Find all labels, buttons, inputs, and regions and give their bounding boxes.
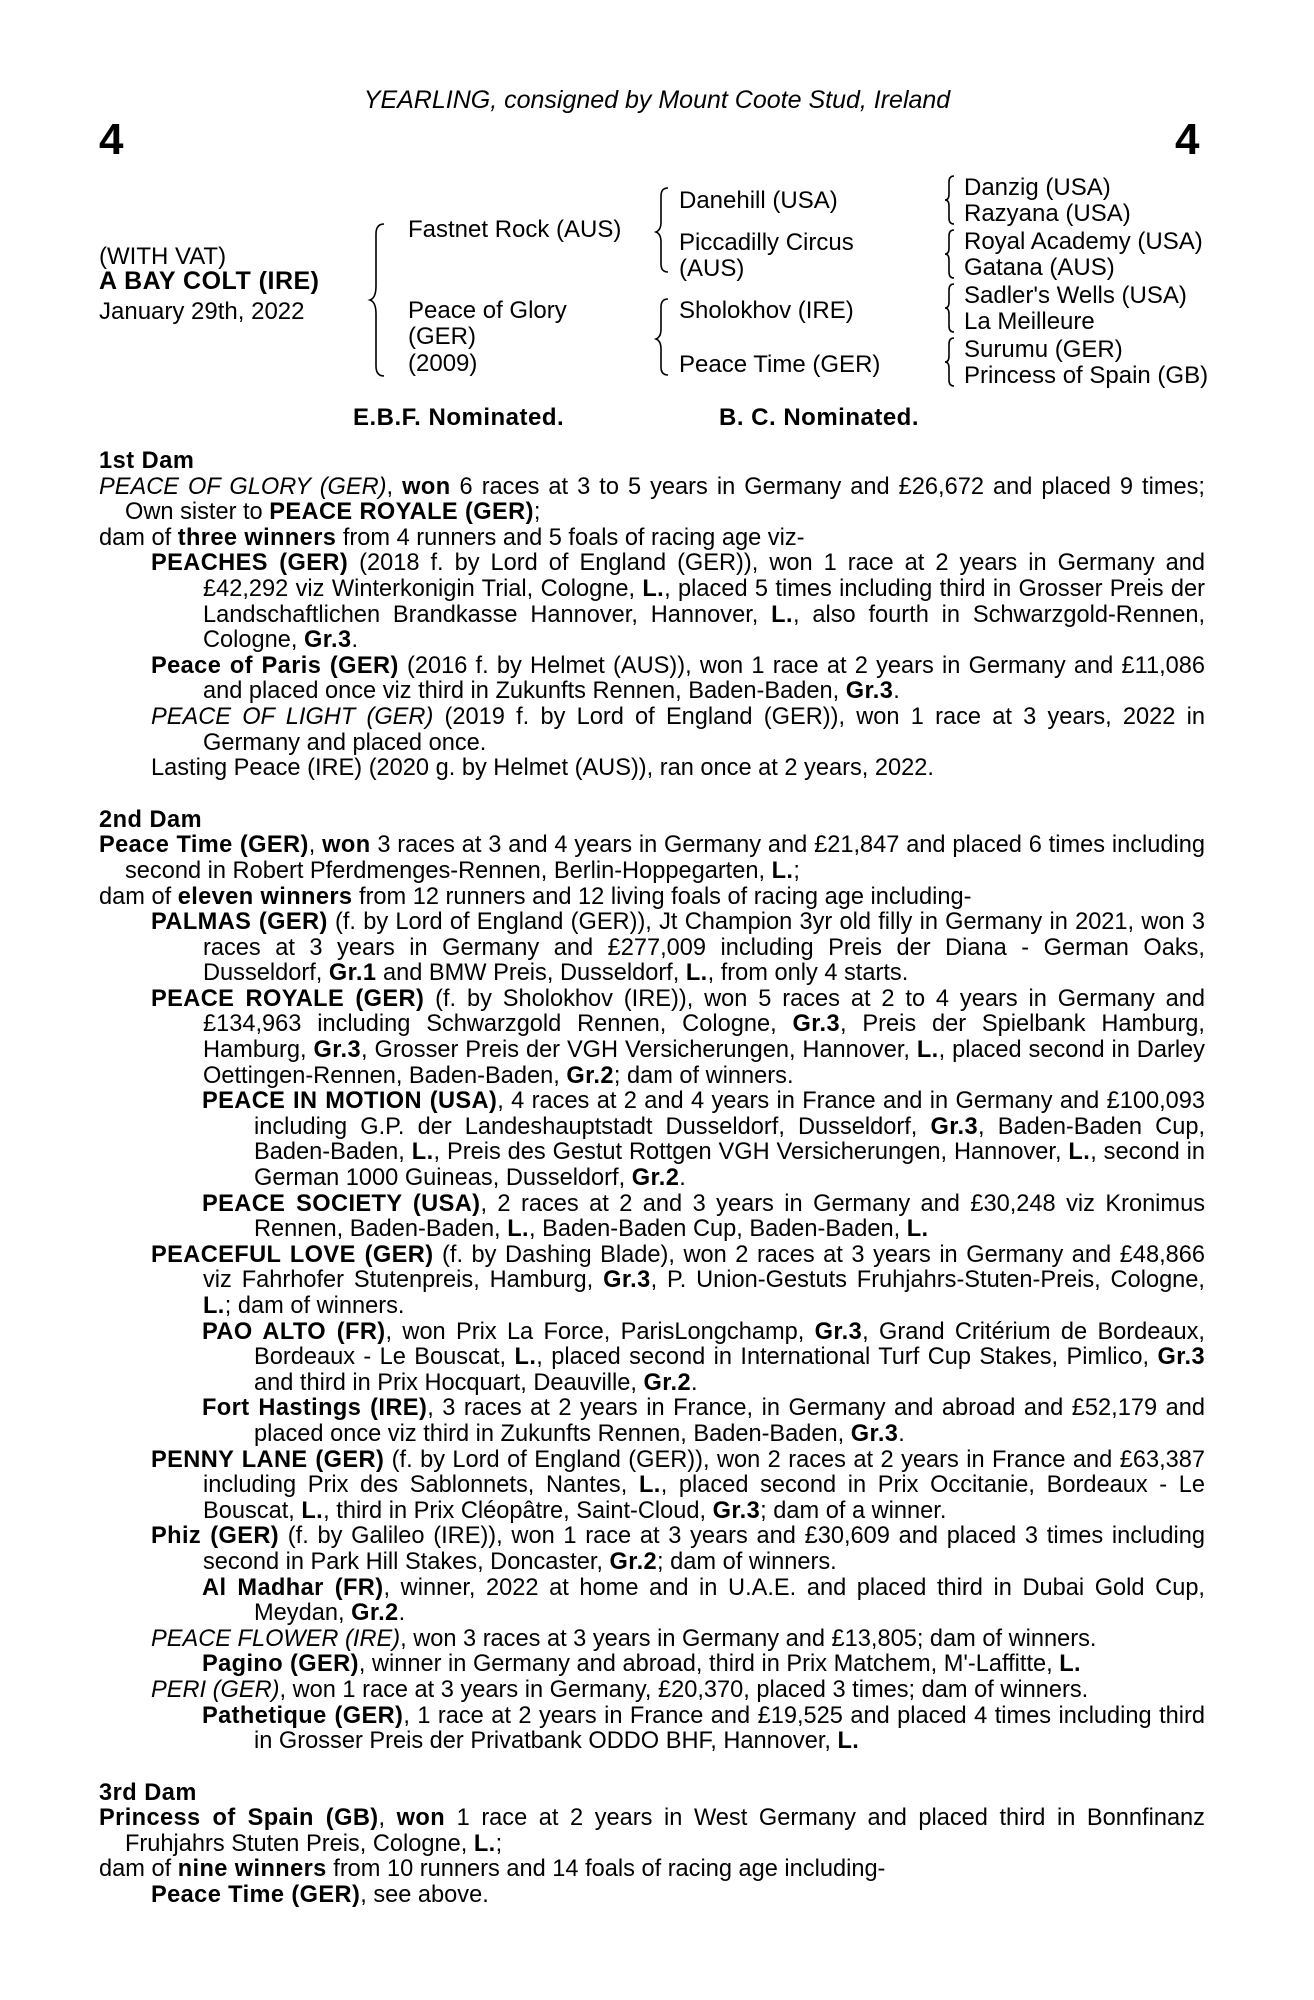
produce-entry-level-2: [99, 1652, 1205, 1678]
produce-entry: [99, 756, 1205, 782]
third-dam-intro: [99, 1806, 1205, 1857]
ggp-5: Sadler's Wells (USA): [964, 282, 1187, 309]
bold-text-run: nine winners: [177, 1856, 327, 1883]
bold-text-run: Gr.3: [850, 1420, 899, 1447]
g4-brace-4: [944, 336, 958, 388]
text-run: ; dam of winners.: [224, 1293, 405, 1319]
text-run: , Grosser Preis der VGH Versicherungen, Hannover,: [361, 1037, 917, 1064]
text-run: , 1 race at 2 years in France and £19,525 and placed 4 times including third in Grosser Preis der Privatbank ODDO BHF, Hannover,: [254, 1702, 1206, 1755]
text-run: , 2 races at 2 and 3 years in Germany and £30,248 viz Kronimus Rennen, Baden-Baden,: [254, 1190, 1205, 1243]
bold-text-run: L.: [1059, 1651, 1082, 1678]
ggp-2: Razyana (USA): [964, 200, 1131, 227]
bold-text-run: won: [396, 1805, 446, 1832]
italic-text-run: PEACE OF LIGHT (GER): [151, 703, 434, 730]
produce-entry: [99, 1243, 1205, 1320]
bold-text-run: PEACE IN MOTION (USA): [202, 1088, 498, 1115]
bold-text-run: L.: [411, 1139, 434, 1166]
bold-text-run: PEACE SOCIETY (USA): [202, 1190, 481, 1217]
bold-text-run: eleven winners: [177, 883, 353, 910]
text-run: (f. by Lord of England (GER)), Jt Champion 3yr old filly in Germany in 2021, won 3 races at 3 years in Germany and £277,009 including Preis der Diana - German Oaks, Dusseldorf,: [203, 909, 1206, 987]
text-run: ; dam of winners.: [657, 1548, 837, 1575]
second-dam-heading: 2nd Dam: [99, 806, 203, 833]
bold-text-run: Gr.2: [566, 1062, 614, 1089]
produce-entry-level-2: [99, 1320, 1205, 1397]
bold-text-run: L.: [301, 1497, 324, 1524]
bold-text-run: Gr.2: [351, 1600, 399, 1627]
text-run: and BMW Preis, Dusseldorf,: [376, 960, 686, 987]
text-run: 3 races at 3 and 4 years in Germany and £21,847 and placed 6 times including second in Robert Pferdmenges-Rennen, Berlin-Hoppegarten,: [125, 832, 1205, 884]
bold-text-run: Phiz (GER): [151, 1523, 280, 1550]
dam-name-line-3: (2009): [408, 350, 478, 377]
text-run: , P. Union-Gestuts Fruhjahrs-Stuten-Preis, Cologne,: [650, 1267, 1205, 1294]
text-run: , also fourth in Schwarzgold-Rennen, Cologne,: [203, 601, 1205, 654]
bold-text-run: PEACE ROYALE (GER): [269, 499, 534, 526]
bold-text-run: L.: [906, 1216, 929, 1243]
bold-text-run: L.: [916, 1037, 939, 1064]
bold-text-run: Pagino (GER): [202, 1651, 359, 1678]
produce-entry: [99, 705, 1205, 756]
italic-text-run: PEACE FLOWER (IRE): [151, 1625, 401, 1652]
text-run: (2016 f. by Helmet (AUS)), won 1 race at 2 years in Germany and £11,086 and placed once viz third in Zukunfts Rennen, Baden-Baden,: [203, 652, 1206, 705]
text-run: (f. by Lord of England (GER)), won 2 races at 2 years in France and £63,387 including Prix des Sablonnets, Nantes,: [203, 1446, 1205, 1499]
produce-entry: [99, 1448, 1205, 1525]
text-run: Lasting Peace (IRE) (2020 g. by Helmet (AUS)), ran once at 2 years, 2022.: [151, 755, 934, 782]
bold-text-run: Al Madhar (FR): [202, 1574, 384, 1601]
text-run: , winner, 2022 at home and in U.A.E. and placed third in Dubai Gold Cup, Meydan,: [254, 1574, 1205, 1627]
produce-entry: [99, 910, 1205, 987]
produce-entry: [99, 1678, 1205, 1704]
text-run: .: [691, 1369, 698, 1396]
text-run: , Baden-Baden Cup, Baden-Baden,: [254, 1113, 1205, 1166]
foaling-date: January 29th, 2022: [99, 298, 305, 325]
second-dam-produce: [99, 910, 1205, 1755]
produce-entry: [99, 1524, 1205, 1575]
text-run: , Preis der Spielbank Hamburg, Hamburg,: [203, 1011, 1205, 1064]
text-run: from 4 runners and 5 foals of racing age viz-: [336, 524, 805, 551]
text-run: ;: [495, 1830, 503, 1857]
text-run: dam of: [99, 883, 178, 910]
ebf-nomination: E.B.F. Nominated.: [353, 404, 565, 431]
text-run: .: [679, 1165, 686, 1192]
sire-dam-line-2: (AUS): [679, 255, 745, 282]
text-run: ; dam of winners.: [613, 1062, 794, 1089]
text-run: ;: [533, 499, 541, 526]
bold-text-run: Gr.2: [643, 1369, 691, 1396]
first-dam-produce: [99, 551, 1205, 781]
third-dam-produce: [99, 1883, 1205, 1909]
first-dam-intro: [99, 475, 1205, 526]
sire-dam-line-1: Piccadilly Circus: [679, 229, 854, 256]
bold-text-run: L.: [771, 857, 794, 884]
ggp-6: La Meilleure: [964, 308, 1095, 335]
g4-brace-3: [944, 282, 958, 334]
text-run: , placed second in International Turf Cup Stakes, Pimlico,: [536, 1344, 1158, 1371]
first-dam-heading: 1st Dam: [99, 448, 195, 474]
ggp-4: Gatana (AUS): [964, 254, 1115, 281]
bold-text-run: PENNY LANE (GER): [151, 1446, 385, 1473]
text-run: ,: [308, 832, 323, 859]
bold-text-run: Gr.3: [814, 1318, 863, 1345]
text-run: (2018 f. by Lord of England (GER)), won 1 race at 2 years in Germany and £42,292 viz Winterkonigin Trial, Cologne,: [203, 550, 1205, 602]
second-dam-intro: [99, 833, 1205, 884]
text-run: ,: [378, 1805, 397, 1832]
bold-text-run: Peace of Paris (GER): [151, 652, 399, 679]
text-run: , winner in Germany and abroad, third in Prix Matchem, M'-Laffitte,: [358, 1651, 1060, 1678]
bold-text-run: won: [402, 473, 451, 500]
bold-text-run: L.: [638, 1472, 661, 1499]
produce-entry: [99, 551, 1205, 653]
produce-entry-level-2: [99, 1089, 1205, 1191]
bold-text-run: won: [322, 832, 371, 859]
horse-name: A BAY COLT (IRE): [99, 267, 320, 295]
ggp-7: Surumu (GER): [964, 336, 1123, 363]
second-dam-produce-line: [99, 885, 1205, 911]
lot-number-left: 4: [99, 115, 124, 164]
pedigree-bracket-main: [372, 222, 392, 378]
text-run: , won 1 race at 3 years in Germany, £20,370, placed 3 times; dam of winners.: [279, 1676, 1089, 1703]
bold-text-run: PEACE ROYALE (GER): [151, 985, 425, 1012]
dam-dam: Peace Time (GER): [679, 351, 881, 378]
bold-text-run: Gr.3: [930, 1113, 979, 1140]
bold-text-run: Princess of Spain (GB): [99, 1805, 379, 1832]
produce-entry: [99, 654, 1205, 705]
text-run: , third in Prix Cléopâtre, Saint-Cloud,: [323, 1497, 713, 1524]
produce-entry-level-2: [99, 1704, 1205, 1755]
text-run: , placed second in Prix Occitanie, Bordeaux - Le Bouscat,: [203, 1472, 1205, 1524]
bold-text-run: Gr.3: [304, 627, 352, 654]
catalogue-body: [99, 449, 1205, 1909]
dam-bracket: [656, 297, 674, 379]
text-run: ;: [793, 857, 800, 884]
text-run: (f. by Galileo (IRE)), won 1 race at 3 years and £30,609 and placed 3 times including second in Park Hill Stakes, Doncaster,: [203, 1523, 1205, 1575]
produce-entry-level-2: [99, 1396, 1205, 1447]
text-run: from 12 runners and 12 living foals of racing age including-: [352, 883, 972, 910]
bold-text-run: L.: [642, 575, 665, 602]
bold-text-run: PEACHES (GER): [151, 550, 349, 577]
sire-name: Fastnet Rock (AUS): [408, 216, 622, 243]
bold-text-run: PEACEFUL LOVE (GER): [151, 1241, 434, 1268]
text-run: from 10 runners and 14 foals of racing age including-: [326, 1856, 886, 1883]
text-run: , placed 5 times including third in Grosser Preis der Landschaftlichen Brandkasse Hannover, Hannover,: [203, 575, 1206, 628]
bold-text-run: Fort Hastings (IRE): [202, 1395, 428, 1422]
produce-entry: [99, 1627, 1205, 1653]
bc-nomination: B. C. Nominated.: [719, 404, 920, 431]
ggp-3: Royal Academy (USA): [964, 228, 1203, 255]
text-run: , from only 4 starts.: [707, 960, 909, 987]
produce-entry: [99, 987, 1205, 1089]
text-run: 1 race at 2 years in West Germany and placed third in Bonnfinanz Fruhjahrs Stuten Preis, Cologne,: [125, 1805, 1205, 1857]
third-dam-produce-line: [99, 1857, 1205, 1883]
text-run: dam of: [99, 524, 178, 551]
bold-text-run: L.: [771, 601, 793, 628]
text-run: .: [351, 627, 359, 654]
bold-text-run: Gr.1: [328, 960, 377, 987]
text-run: .: [893, 678, 900, 705]
g4-brace-1: [944, 174, 958, 226]
bold-text-run: L.: [1068, 1139, 1091, 1166]
text-run: , placed second in Darley Oettingen-Rennen, Baden-Baden,: [203, 1037, 1205, 1089]
text-run: and third in Prix Hocquart, Deauville,: [254, 1369, 644, 1396]
ggp-8: Princess of Spain (GB): [964, 362, 1209, 389]
g4-brace-2: [944, 228, 958, 280]
text-run: , 4 races at 2 and 4 years in France and in Germany and £100,093 including G.P. der Landeshauptstadt Dusseldorf, Dusseldorf,: [254, 1088, 1205, 1140]
text-run: dam of: [99, 1856, 178, 1883]
bold-text-run: Gr.3: [313, 1037, 362, 1064]
text-run: (2019 f. by Lord of England (GER)), won 1 race at 3 years, 2022 in Germany and placed once.: [203, 703, 1206, 756]
text-run: , see above.: [360, 1882, 489, 1909]
text-run: ; dam of a winner.: [760, 1497, 947, 1524]
dam-name-line-2: (GER): [408, 323, 476, 350]
text-run: , won Prix La Force, ParisLongchamp,: [385, 1318, 815, 1345]
text-run: .: [398, 1600, 406, 1627]
produce-entry-level-2: [99, 1576, 1205, 1627]
bold-text-run: Gr.3: [792, 1011, 840, 1038]
lot-number-right: 4: [1175, 115, 1200, 164]
dam-sire: Sholokhov (IRE): [679, 297, 854, 324]
italic-text-run: PEACE OF GLORY (GER): [99, 473, 387, 500]
text-run: , Preis des Gestut Rottgen VGH Versicherungen, Hannover,: [433, 1139, 1069, 1166]
text-run: 6 races at 3 to 5 years in Germany and £26,672 and placed 9 times; Own sister to: [125, 473, 1205, 526]
bold-text-run: Pathetique (GER): [202, 1702, 404, 1729]
bold-text-run: PALMAS (GER): [151, 909, 328, 936]
sire-bracket: [656, 186, 674, 276]
bold-text-run: Gr.3: [845, 678, 894, 705]
bold-text-run: Gr.3: [603, 1267, 651, 1294]
ggp-1: Danzig (USA): [964, 174, 1111, 201]
italic-text-run: PERI (GER): [151, 1676, 280, 1703]
produce-entry-level-2: [99, 1192, 1205, 1243]
text-run: ,: [386, 473, 403, 500]
text-run: , 3 races at 2 years in France, in Germany and abroad and £52,179 and placed once viz third in Zukunfts Rennen, Baden-Baden,: [254, 1395, 1205, 1447]
bold-text-run: L.: [837, 1728, 860, 1755]
bold-text-run: L.: [685, 960, 708, 987]
dam-name-line-1: Peace of Glory: [408, 297, 567, 324]
bold-text-run: three winners: [177, 524, 337, 551]
vat-note: (WITH VAT): [99, 243, 227, 270]
first-dam-produce-line: [99, 526, 1205, 552]
bold-text-run: L.: [203, 1293, 225, 1319]
bold-text-run: Peace Time (GER): [151, 1882, 361, 1909]
sire-sire: Danehill (USA): [679, 187, 838, 214]
consignor-header: YEARLING, consigned by Mount Coote Stud, Ireland: [363, 86, 951, 114]
bold-text-run: L.: [473, 1830, 496, 1857]
text-run: .: [898, 1420, 905, 1447]
bold-text-run: PAO ALTO (FR): [202, 1318, 386, 1345]
text-run: , Grand Critérium de Bordeaux, Bordeaux - Le Bouscat,: [254, 1318, 1205, 1371]
bold-text-run: L.: [507, 1216, 529, 1243]
bold-text-run: Gr.3: [712, 1497, 761, 1524]
text-run: (f. by Sholokhov (IRE)), won 5 races at 2 to 4 years in Germany and £134,963 including Schwarzgold Rennen, Cologne,: [203, 985, 1205, 1038]
bold-text-run: L.: [514, 1344, 537, 1371]
produce-entry: [99, 1883, 1205, 1909]
text-run: , won 3 races at 3 years in Germany and £13,805; dam of winners.: [400, 1625, 1097, 1652]
text-run: (f. by Dashing Blade), won 2 races at 3 years in Germany and £48,866 viz Fahrhofer Stutenpreis, Hamburg,: [203, 1241, 1205, 1294]
text-run: , second in German 1000 Guineas, Dusseldorf,: [254, 1139, 1205, 1192]
bold-text-run: Peace Time (GER): [99, 832, 309, 859]
third-dam-heading: 3rd Dam: [99, 1779, 197, 1806]
bold-text-run: Gr.2: [631, 1165, 680, 1192]
text-run: , Baden-Baden Cup, Baden-Baden,: [528, 1216, 907, 1243]
bold-text-run: Gr.3: [1157, 1344, 1205, 1371]
bold-text-run: Gr.2: [609, 1548, 658, 1575]
